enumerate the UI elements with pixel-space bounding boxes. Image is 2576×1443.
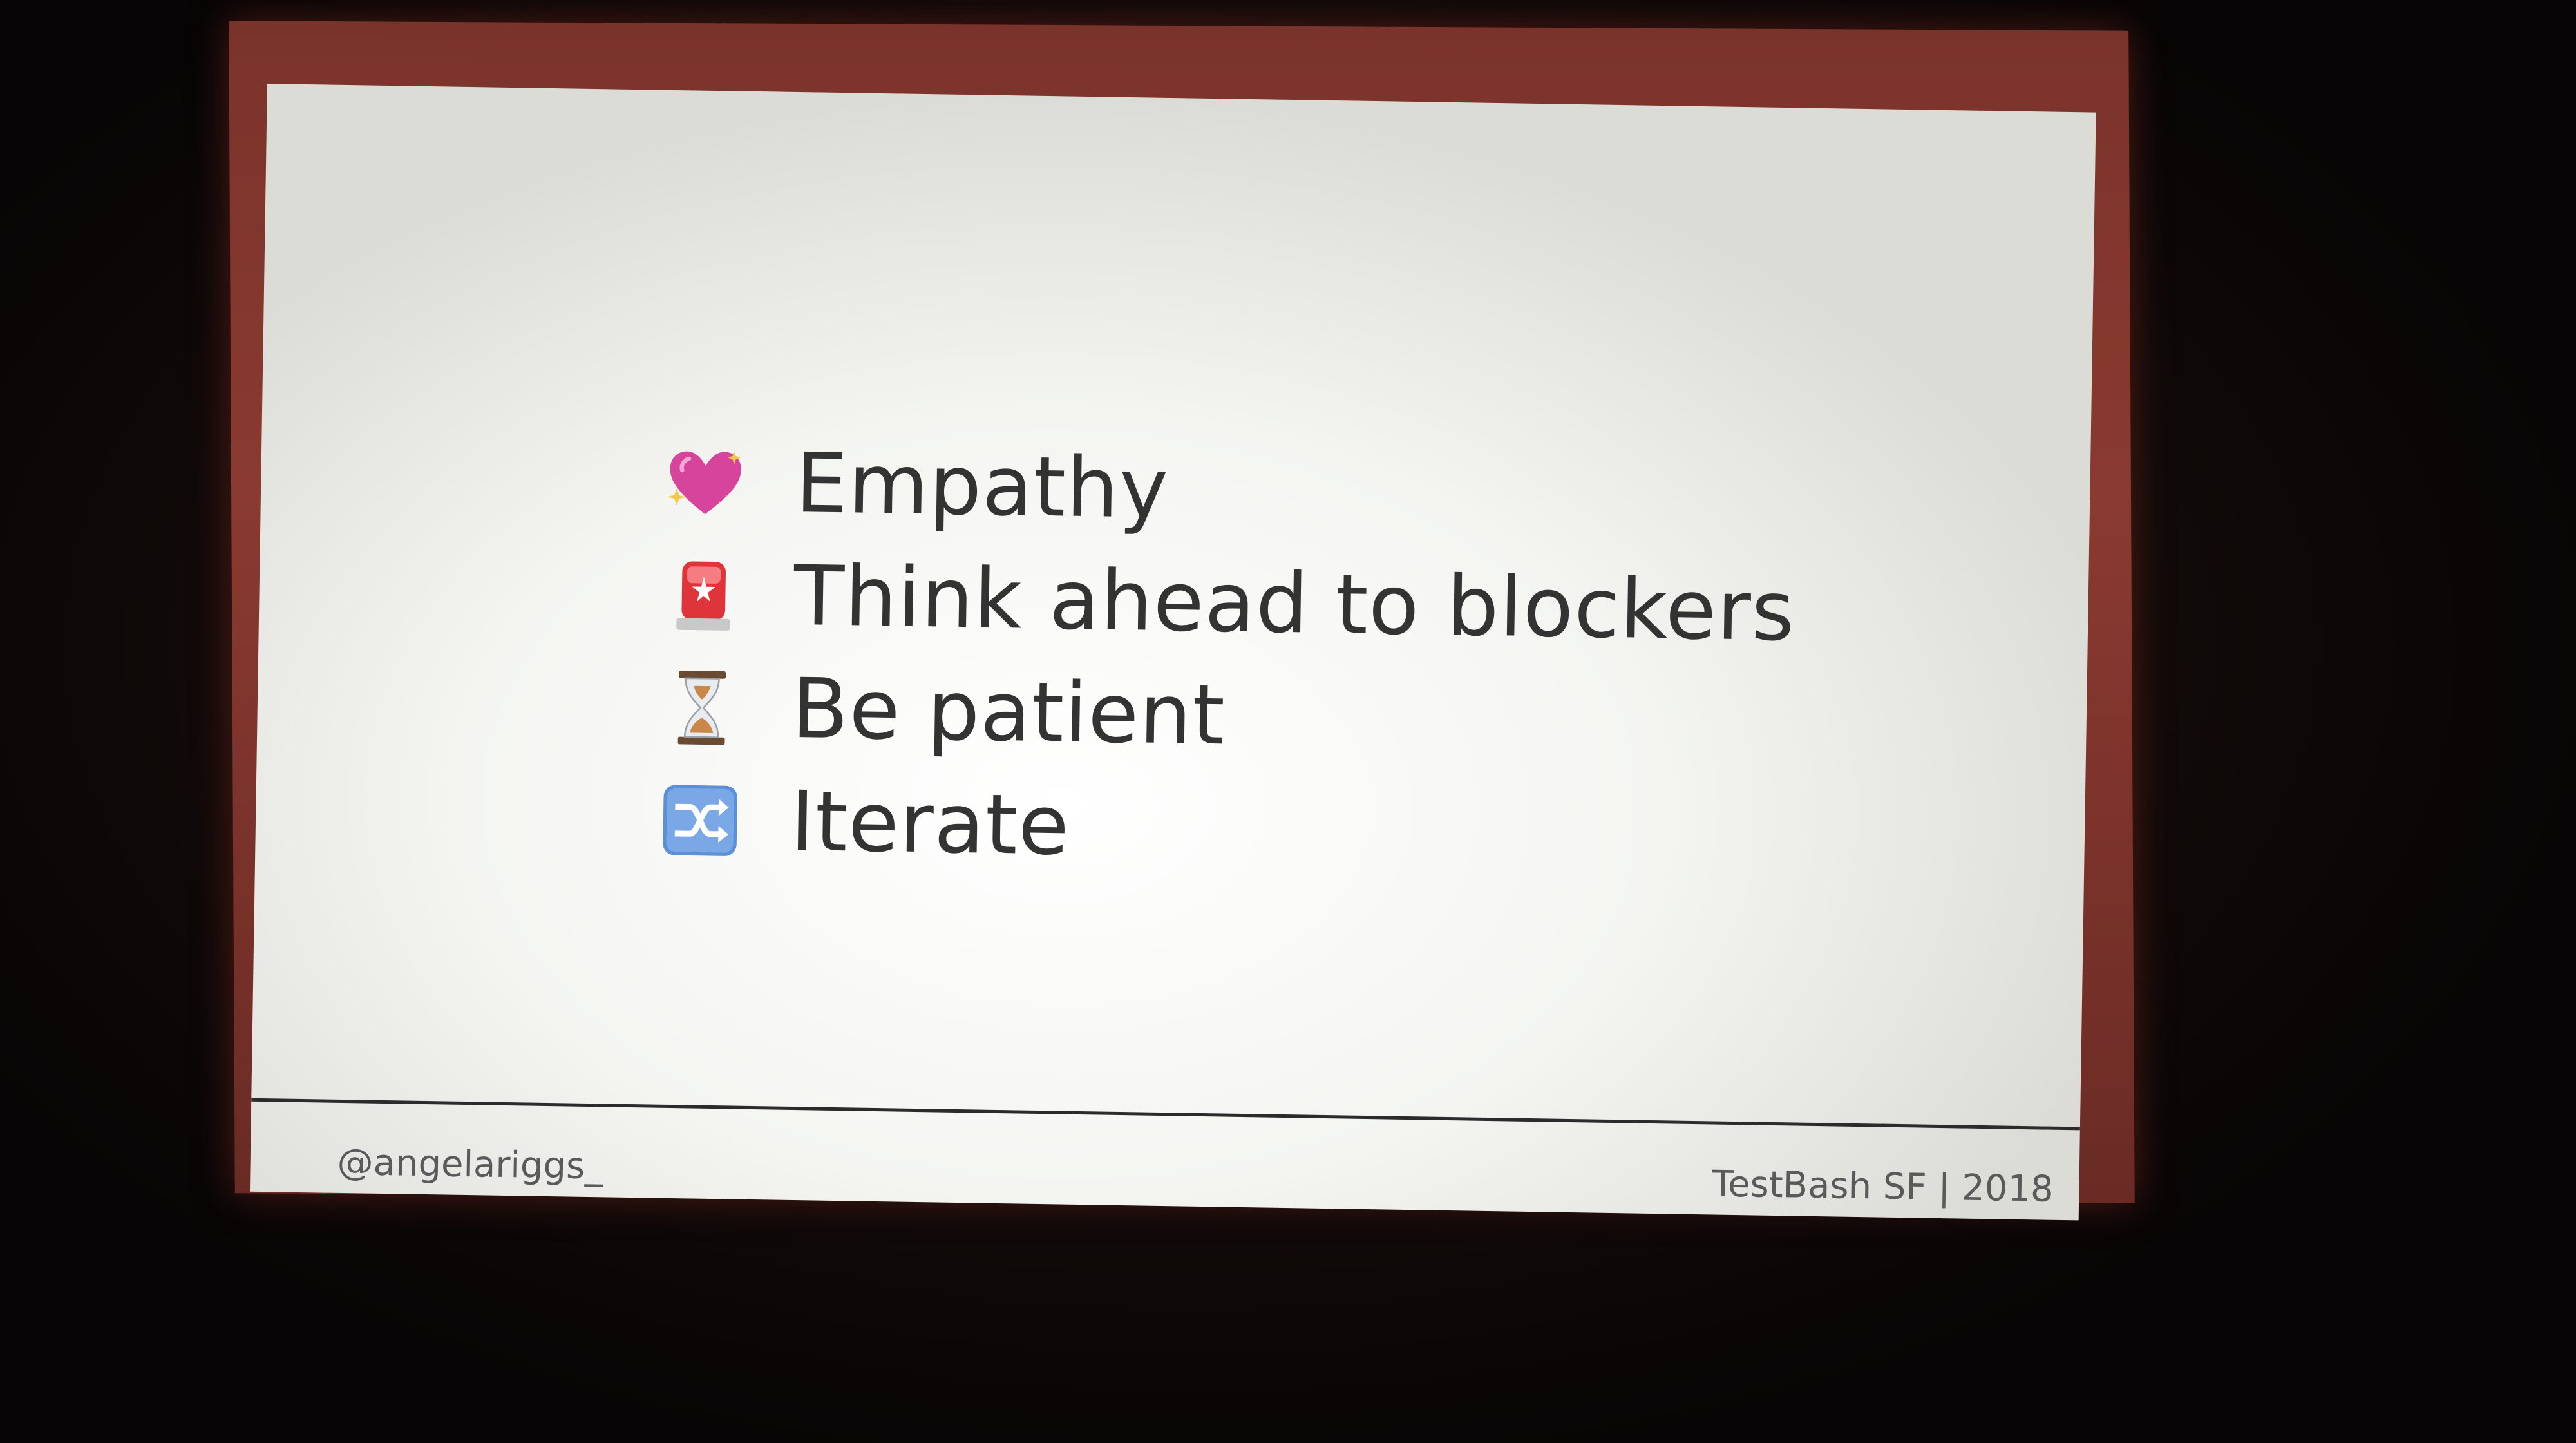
shuffle-icon <box>654 774 746 866</box>
rotating-light-icon <box>658 549 750 640</box>
hourglass-icon <box>656 662 748 753</box>
speaker-handle: @angelariggs_ <box>337 1141 603 1188</box>
bullet-item <box>654 763 1792 894</box>
sparkling-heart-icon <box>659 436 751 528</box>
bullet-item <box>659 425 1797 556</box>
bullet-list <box>654 425 1798 894</box>
bullet-label-think-ahead: Think ahead to blockers <box>793 548 1796 660</box>
presentation-slide <box>250 84 2096 1220</box>
bullet-item <box>658 538 1795 669</box>
bullet-label-empathy: Empathy <box>795 435 1170 538</box>
bullet-item <box>656 651 1794 781</box>
event-name: TestBash SF | 2018 <box>1711 1163 2054 1210</box>
bullet-label-be-patient: Be patient <box>791 660 1226 764</box>
bullet-label-iterate: Iterate <box>789 773 1070 874</box>
footer-divider <box>251 1098 2080 1131</box>
